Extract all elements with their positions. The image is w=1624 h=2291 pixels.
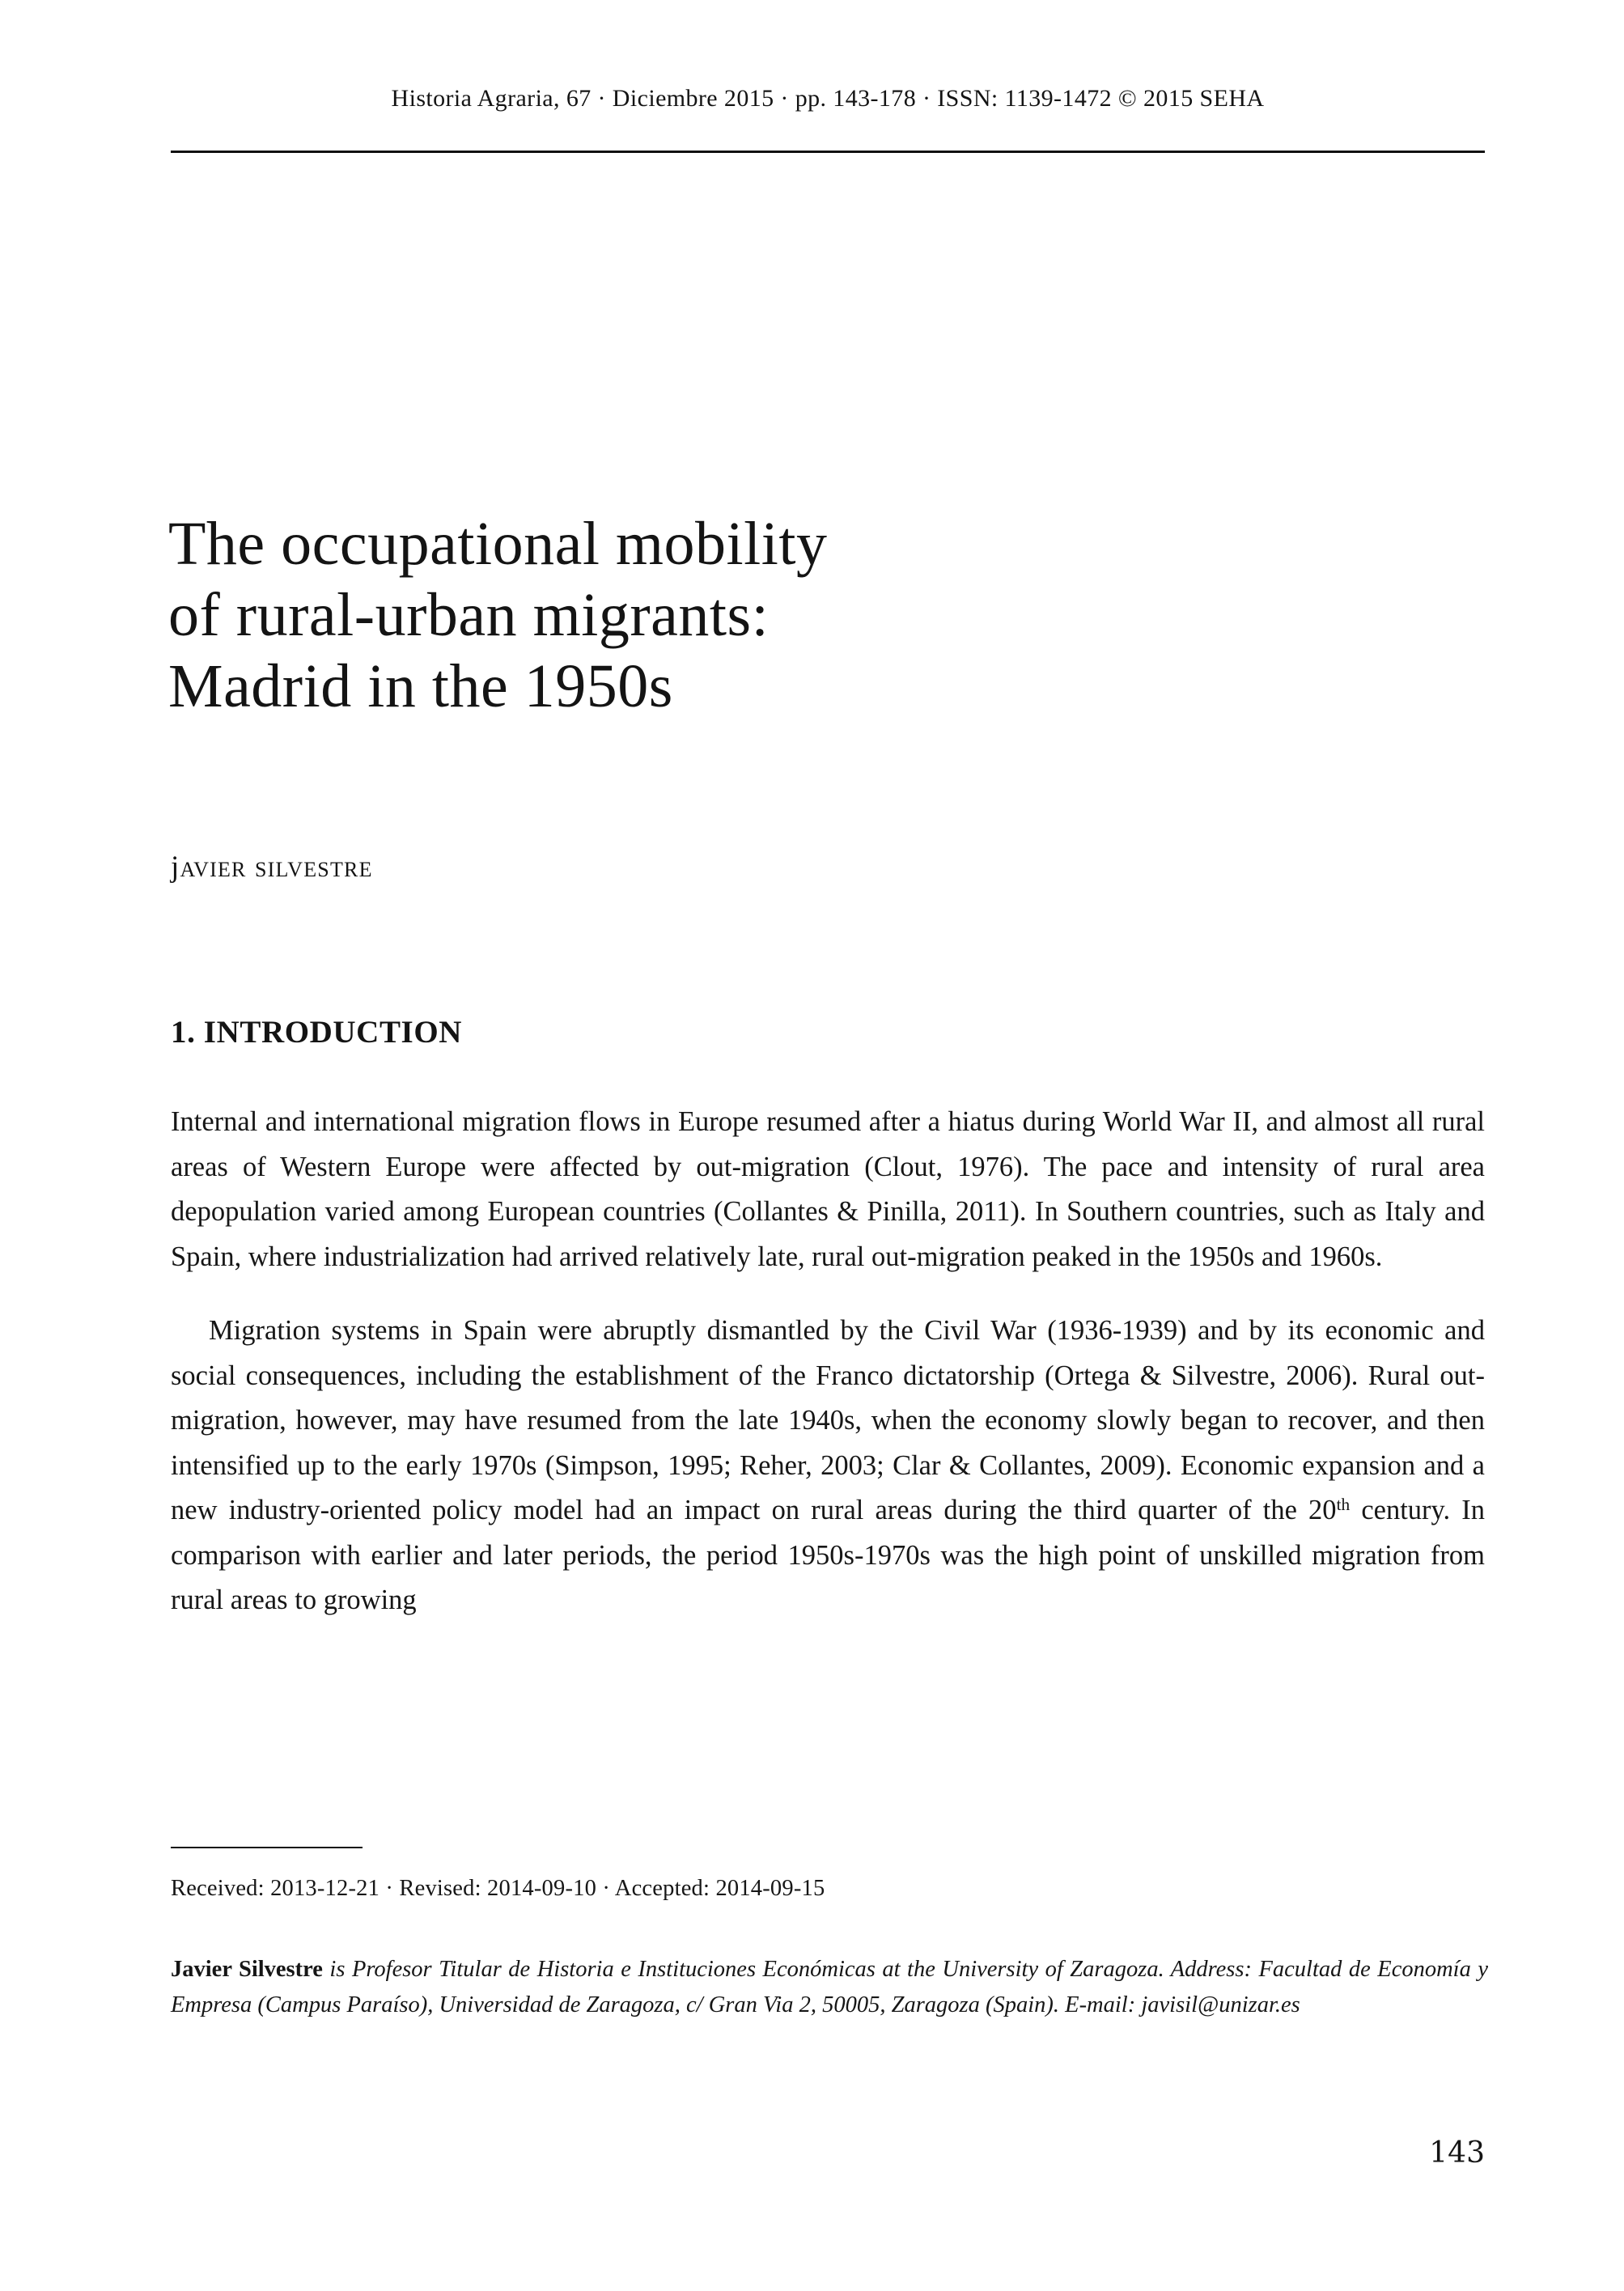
section-heading-introduction: 1. INTRODUCTION: [171, 1015, 463, 1050]
body-paragraph-1: Internal and international migration flows in Europe resumed after a hiatus during World War II, and almost all rural areas of Western Europe were affected by out-migration (Clout, 1976). The pace and intensity of rural area depopulation varied among European countries (Collantes & Pinilla, 2011). In Southern countries, such as Italy and Spain, where industrialization had arrived relatively late, rural out-migration peaked in the 1950s and 1960s.: [171, 1106, 1485, 1272]
body-paragraph-2-part-2: century. In comparison with earlier and later periods, the period 1950s-1970s was the high point of unskilled migration from rural areas to growing: [171, 1495, 1486, 1615]
title-line-3: Madrid in the 1950s: [168, 652, 673, 720]
article-body: [171, 1100, 1485, 1623]
footnote-submission-dates: Received: 2013-12-21 · Revised: 2014-09-10 · Accepted: 2014-09-15: [171, 1876, 825, 1901]
author-name: javier silvestre: [171, 851, 373, 884]
header-rule: [171, 151, 1485, 153]
body-paragraph-2: [171, 1309, 1485, 1623]
footnote-separator-rule: [171, 1847, 363, 1848]
title-line-2: of rural-urban migrants:: [168, 581, 770, 649]
footnote-author-affiliation: is Profesor Titular de Historia e Instituciones Económicas at the University of Zaragoza. Address: Facultad de Economía y Empresa (Campus Paraíso), Universidad de Zaragoza, c/ Gran Via 2, 50005, Zaragoza (Spain). E-mail: javisil@unizar.es: [171, 1957, 1488, 2017]
title-line-1: The occupational mobility: [168, 510, 828, 578]
ordinal-suffix: th: [1336, 1494, 1351, 1514]
footnote-author-name: Javier Silvestre: [171, 1957, 323, 1982]
article-title: [168, 508, 1301, 722]
footnote-author-bio: [171, 1952, 1488, 2023]
body-paragraph-2-part-1: Migration systems in Spain were abruptly dismantled by the Civil War (1936-1939) and by its economic and social consequences, including the establishment of the Franco dictatorship (Ortega & Silvestre, 2006). Rural out-migration, however, may have resumed from the late 1940s, when the economy slowly began to recover, and then intensified up to the early 1970s (Simpson, 1995; Reher, 2003; Clar & Collantes, 2009). Economic expansion and a new industry-oriented policy model had an impact on rural areas during the third quarter of the 20: [171, 1315, 1485, 1525]
running-head: Historia Agraria, 67 · Diciembre 2015 · pp. 143-178 · ISSN: 1139-1472 © 2015 SEHA: [391, 85, 1265, 112]
page-number: 143: [1429, 2136, 1485, 2170]
